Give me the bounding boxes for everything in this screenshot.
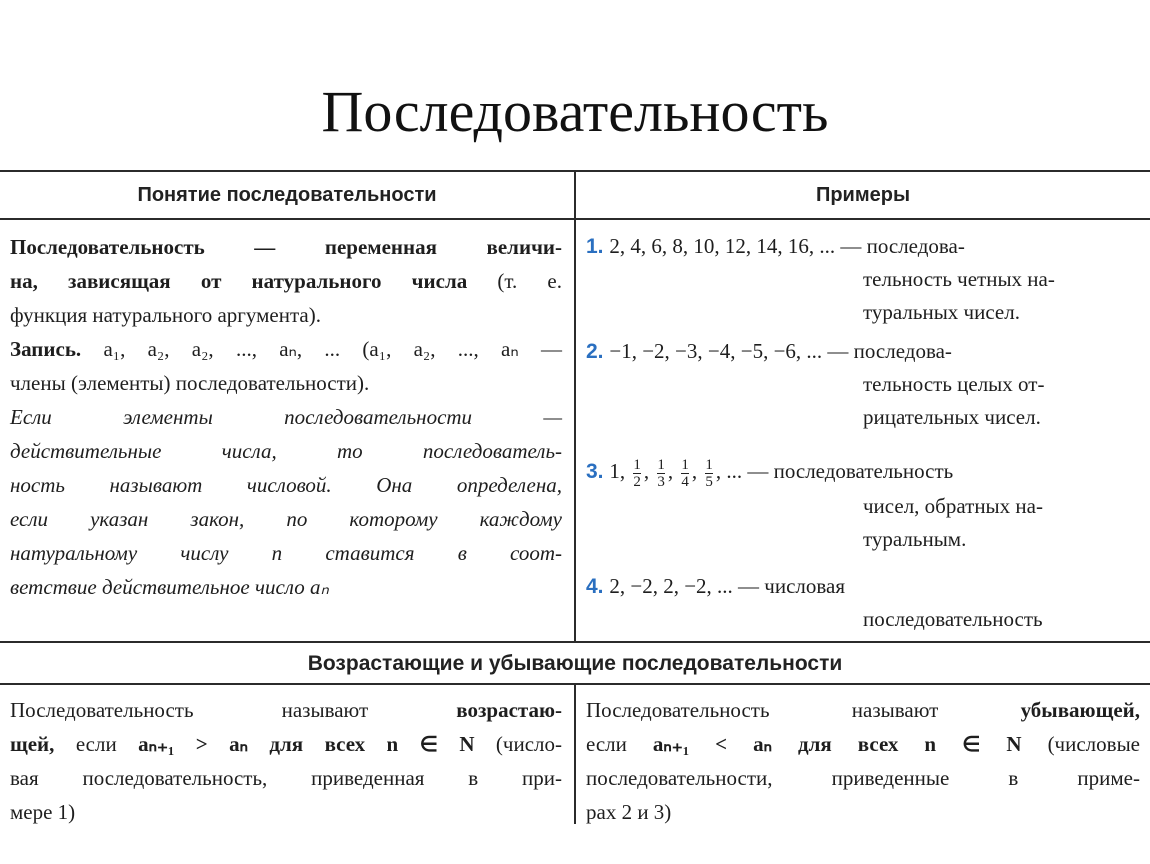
example-first-line: 3. 1, $\frac{1}{2}$ , $\frac{1}{3}$ , $\frac{1}{4}$ , $\frac{1}{5}$ , ... — последовательность — [586, 456, 954, 490]
decreasing-text: aₙ₊₁ < aₙ для всех n ∈ N — [652, 732, 1048, 756]
concept-text: ность называют числовой. Она определена, — [10, 473, 562, 497]
increasing-text: щей, — [10, 732, 76, 756]
example-item — [586, 335, 1140, 434]
increasing-line — [10, 727, 562, 761]
header-concept: Понятие последовательности — [137, 184, 437, 206]
concept-line — [10, 468, 562, 502]
section-divider-top — [0, 641, 1150, 643]
example-text: −1, −2, −3, −4, −5, −6, ... — последова- — [609, 339, 952, 363]
page-title: Последовательность — [321, 79, 829, 144]
increasing-text: (число- — [495, 732, 563, 756]
concept-text: Запись. — [10, 337, 104, 361]
example-number: 3. — [586, 460, 610, 483]
increasing-text: aₙ₊₁ > aₙ для всех n ∈ N — [138, 732, 496, 756]
decreasing-line — [586, 693, 1140, 727]
section-header: Возрастающие и убывающие последовательности — [307, 652, 843, 675]
example-text: 2, 4, 6, 8, 10, 12, 14, 16, ... — последова- — [609, 234, 965, 258]
example-continuation: туральным. — [863, 526, 967, 551]
decreasing-line — [586, 761, 1140, 795]
example-continuation: тельность целых от- — [863, 372, 1045, 396]
decreasing-line — [586, 727, 1140, 761]
concept-line — [10, 298, 562, 332]
decreasing-text: если — [586, 732, 653, 756]
example-text: , ... — последовательность — [715, 459, 954, 483]
example-continuation: рицательных чисел. — [863, 405, 1041, 429]
example-continuation: тельность четных на- — [863, 267, 1055, 291]
increasing-line — [10, 795, 562, 829]
example-number: 4. — [586, 575, 610, 598]
column-divider-upper — [574, 170, 576, 641]
example-text: 2, −2, 2, −2, ... — числовая — [609, 574, 846, 598]
concept-text: функция натурального аргумента). — [10, 303, 321, 327]
definition-table — [0, 170, 1150, 824]
example-first-line — [586, 570, 1140, 603]
increasing-definition — [10, 693, 562, 829]
increasing-line — [10, 693, 562, 727]
example-first-line — [586, 230, 1140, 263]
concept-line — [10, 570, 562, 604]
concept-line — [10, 332, 562, 366]
increasing-line — [10, 761, 562, 795]
decreasing-text: рах 2 и 3) — [586, 800, 672, 824]
fraction: $\frac{1}{4}$ — [681, 456, 689, 490]
increasing-text: мере 1) — [10, 800, 76, 824]
example-continuation: туральных чисел. — [863, 300, 1020, 324]
concept-text: (т. е. — [497, 269, 562, 293]
example-number: 2. — [586, 340, 610, 363]
increasing-text: Последовательность называют — [10, 698, 457, 722]
concept-line — [10, 264, 562, 298]
decreasing-text: (числовые — [1047, 732, 1141, 756]
concept-line — [10, 536, 562, 570]
decreasing-text: убывающей, — [1020, 698, 1140, 722]
concept-line — [10, 366, 562, 400]
concept-text: a₁, a₂, a₂, ..., aₙ, ... (a₁, a₂, ..., aₙ — — [103, 337, 562, 361]
concept-text: Последовательность — переменная величи- — [10, 235, 562, 259]
concept-text: действительные числа, то последователь- — [10, 439, 562, 463]
example-continuation: последовательность — [863, 607, 1043, 631]
concept-text — [10, 230, 562, 604]
example-item — [586, 230, 1140, 329]
concept-line — [10, 434, 562, 468]
example-number: 1. — [586, 235, 610, 258]
example-item — [586, 455, 1140, 556]
decreasing-definition — [586, 693, 1140, 829]
concept-text: на, зависящая от натурального числа — [10, 269, 498, 293]
example-item — [586, 570, 1140, 636]
example-first-line — [586, 335, 1140, 368]
concept-text: если указан закон, по которому каждому — [10, 507, 562, 531]
concept-line — [10, 502, 562, 536]
increasing-text: если — [75, 732, 139, 756]
concept-text: ветствие действительное число aₙ — [10, 575, 329, 599]
fraction: $\frac{1}{3}$ — [657, 456, 665, 490]
concept-line — [10, 400, 562, 434]
concept-line — [10, 230, 562, 264]
concept-text: члены (элементы) последовательности). — [10, 371, 370, 395]
increasing-text: вая последовательность, приведенная в при- — [10, 766, 562, 790]
header-examples: Примеры — [815, 184, 911, 206]
example-continuation: чисел, обратных на- — [863, 493, 1043, 518]
decreasing-line — [586, 795, 1140, 829]
fraction: $\frac{1}{5}$ — [705, 456, 713, 490]
decreasing-text: Последовательность называют — [586, 698, 1021, 722]
decreasing-text: последовательности, приведенные в приме- — [586, 766, 1140, 790]
increasing-text: возрастаю- — [456, 698, 562, 722]
example-text: 1, — [609, 459, 631, 483]
concept-text: натуральному числу n ставится в соот- — [10, 541, 562, 565]
fraction: $\frac{1}{2}$ — [633, 456, 641, 490]
column-divider-lower — [574, 683, 576, 824]
concept-text: Если элементы последовательности — — [10, 405, 562, 429]
